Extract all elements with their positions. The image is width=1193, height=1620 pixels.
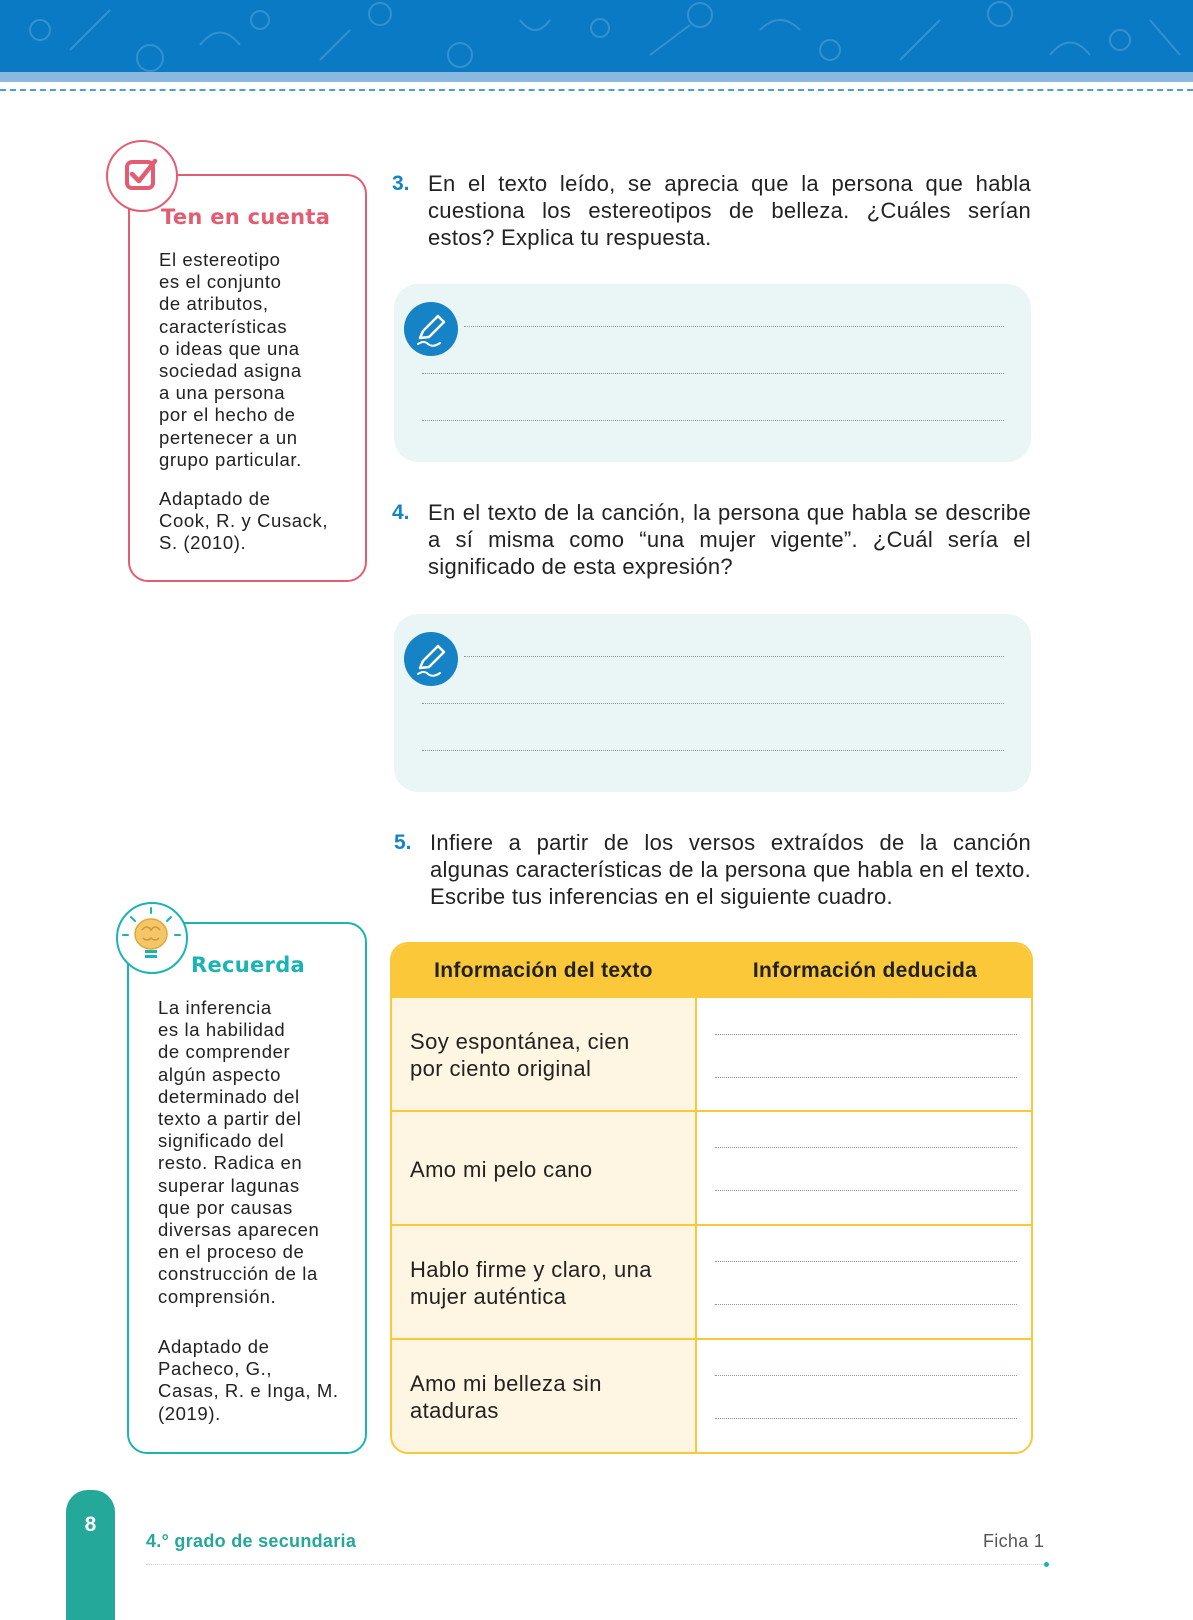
answer-line[interactable] [715, 1418, 1017, 1419]
answer-box-3[interactable] [394, 284, 1031, 462]
footer-divider [146, 1564, 1046, 1565]
table-header-deduced-info: Información deducida [697, 944, 1033, 998]
table-row-text: Amo mi belleza sin ataduras [410, 1371, 602, 1423]
table-row-text: Soy espontánea, cien por ciento original [410, 1029, 630, 1081]
answer-cell[interactable] [697, 1226, 1033, 1338]
header-divider [0, 89, 1193, 91]
answer-line[interactable] [715, 1261, 1017, 1262]
ten-en-cuenta-title: Ten en cuenta [161, 205, 331, 229]
recuerda-source: Adaptado de Pacheco, G., Casas, R. e Inga, M. (2019). [158, 1336, 339, 1424]
table-row-text: Hablo firme y claro, una mujer auténtica [410, 1257, 652, 1309]
answer-line[interactable] [422, 703, 1004, 704]
footer-ficha: Ficha 1 [983, 1531, 1045, 1551]
question-5-number: 5. [394, 831, 412, 854]
footer-grade: 4.° grado de secundaria [146, 1531, 357, 1551]
recuerda-title: Recuerda [191, 953, 306, 977]
pencil-icon [404, 632, 458, 686]
header-banner [0, 0, 1193, 72]
column-divider [695, 944, 697, 1454]
ten-en-cuenta-text: El estereotipo es el conjunto de atributos, características o ideas que una sociedad asigna a una persona por el hecho de pertenecer a un grupo particular. [159, 249, 302, 470]
page-number: 8 [84, 1513, 97, 1536]
table-header-text-info: Información del texto [392, 944, 695, 998]
row-divider [392, 1110, 1033, 1112]
row-divider [392, 1224, 1033, 1226]
page-number-tab [66, 1490, 115, 1620]
doodle-pattern [0, 0, 1193, 72]
answer-line[interactable] [715, 1147, 1017, 1148]
answer-line[interactable] [715, 1190, 1017, 1191]
table-row-text: Amo mi pelo cano [410, 1157, 593, 1182]
answer-cell[interactable] [697, 998, 1033, 1110]
brain-lightbulb-icon [116, 902, 188, 974]
question-4-number: 4. [392, 501, 410, 524]
ten-en-cuenta-source: Adaptado de Cook, R. y Cusack, S. (2010). [159, 488, 329, 554]
question-4-text: En el texto de la canción, la persona que habla se describe a sí misma como “una mujer vigente”. ¿Cuál sería el significado de esta expresión? [428, 500, 1031, 579]
header-stripe [0, 72, 1193, 82]
recuerda-text: La inferencia es la habilidad de comprender algún aspecto determinado del texto a partir del significado del resto. Radica en superar lagunas que por causas diversas aparecen en el proceso de construcción de la comprensión. [158, 997, 320, 1307]
answer-line[interactable] [422, 750, 1004, 751]
inference-table [390, 942, 1033, 1454]
answer-line[interactable] [464, 656, 1004, 657]
checkbox-icon [106, 140, 178, 212]
answer-line[interactable] [715, 1034, 1017, 1035]
pencil-icon [404, 302, 458, 356]
answer-line[interactable] [715, 1375, 1017, 1376]
answer-line[interactable] [715, 1304, 1017, 1305]
question-5-text: Infiere a partir de los versos extraídos de la canción algunas características de la persona que habla en el texto. Escribe tus inferencias en el siguiente cuadro. [430, 830, 1031, 909]
row-divider [392, 1338, 1033, 1340]
answer-cell[interactable] [697, 1112, 1033, 1224]
answer-line[interactable] [464, 326, 1004, 327]
answer-box-4[interactable] [394, 614, 1031, 792]
answer-line[interactable] [422, 373, 1004, 374]
answer-line[interactable] [715, 1077, 1017, 1078]
answer-line[interactable] [422, 420, 1004, 421]
question-3-text: En el texto leído, se aprecia que la persona que habla cuestiona los estereotipos de belleza. ¿Cuáles serían estos? Explica tu respuesta. [428, 171, 1031, 250]
footer-dot [1044, 1562, 1049, 1567]
question-3-number: 3. [392, 172, 410, 195]
answer-cell[interactable] [697, 1340, 1033, 1454]
